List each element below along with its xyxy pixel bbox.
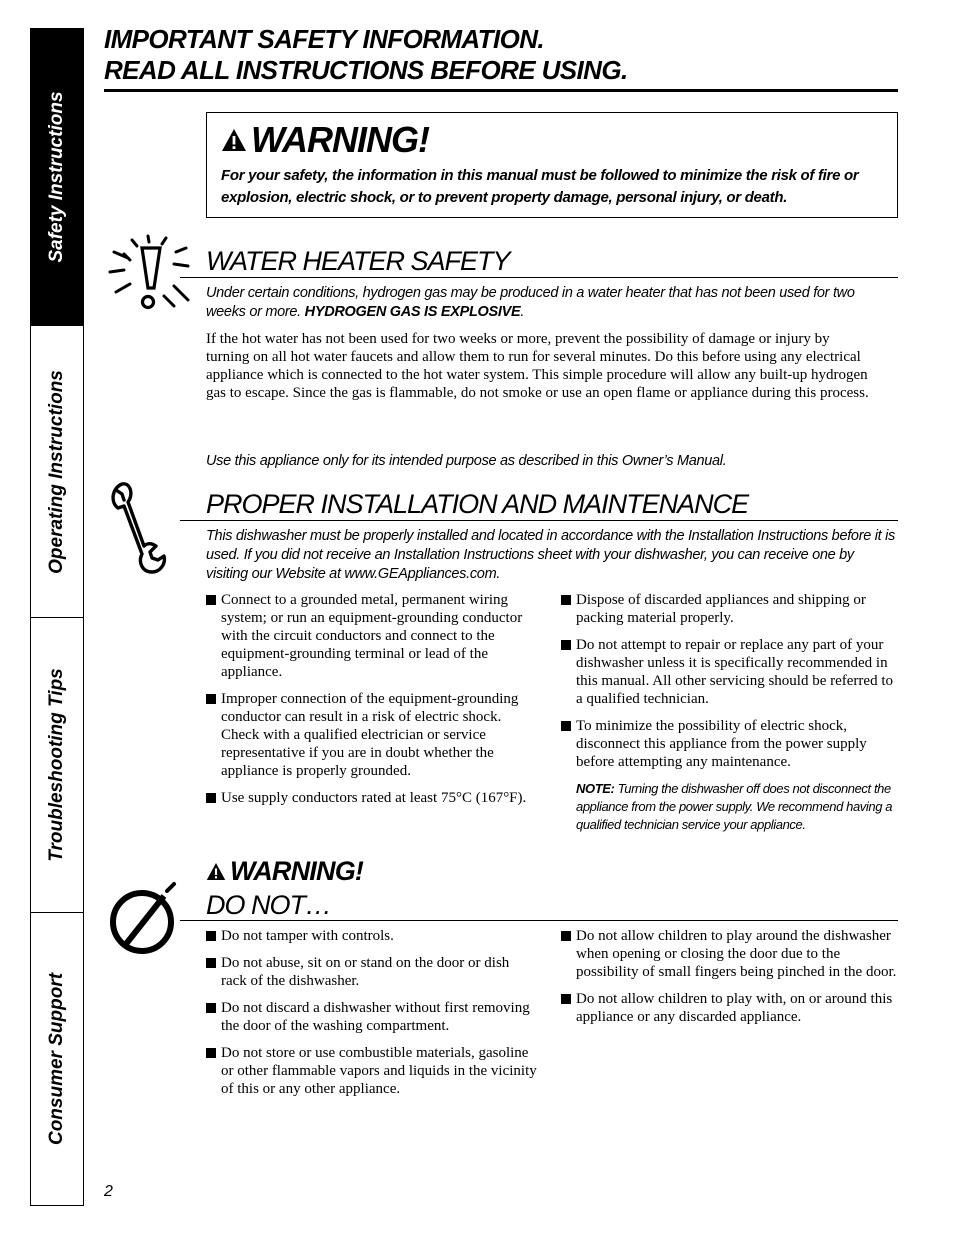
installation-right-column [561, 591, 897, 834]
tab-safety-instructions[interactable] [31, 29, 83, 326]
do-not-warning [206, 855, 363, 887]
tab-label: Troubleshooting Tips [46, 668, 67, 862]
list-item: Use supply conductors rated at least 75°C (167°F). [206, 789, 536, 807]
warning-triangle-icon [221, 128, 247, 152]
list-item: Dispose of discarded appliances and shipping or packing material properly. [561, 591, 897, 627]
header-line-2: READ ALL INSTRUCTIONS BEFORE USING. [104, 55, 628, 85]
list-item: Do not abuse, sit on or stand on the door or dish rack of the dishwasher. [206, 954, 538, 990]
list-item: Do not tamper with controls. [206, 927, 538, 945]
installation-title: PROPER INSTALLATION AND MAINTENANCE [206, 489, 749, 519]
list-item: Do not allow children to play around the dishwasher when opening or closing the door due to the possibility of small fingers being pinched in the door. [561, 927, 897, 981]
section-rule [180, 277, 898, 278]
warning-triangle-icon [206, 862, 226, 881]
list-item: Improper connection of the equipment-grounding conductor can result in a risk of electric shock. Check with a qualified electrician or service representative if you are in doubt whether the appliance is properly grounded. [206, 690, 536, 780]
warning-title-text: WARNING! [251, 119, 429, 160]
tab-troubleshooting-tips[interactable] [31, 618, 83, 913]
wrench-icon [108, 476, 182, 576]
warning-title [221, 119, 883, 161]
installation-intro: This dishwasher must be properly installed and located in accordance with the Installation Instructions before it is used. If you did not receive an Installation Instructions sheet with your dishwasher, you can receive one by visiting our Website at www.GEAppliances.com. [206, 528, 895, 582]
tab-label: Consumer Support [46, 972, 67, 1146]
installation-left-column [206, 591, 536, 816]
tab-label: Safety Instructions [46, 91, 67, 263]
note-label: NOTE: [576, 781, 615, 796]
prohibition-icon [104, 880, 184, 960]
warning-box [206, 112, 898, 218]
do-not-title: DO NOT… [206, 890, 331, 920]
intended-purpose-text: Use this appliance only for its intended purpose as described in this Owner’s Manual. [206, 453, 727, 469]
page-number: 2 [104, 1183, 113, 1200]
installation-note [561, 780, 897, 834]
tab-label: Operating Instructions [46, 369, 67, 574]
list-item: To minimize the possibility of electric shock, disconnect this appliance from the power supply before attempting any maintenance. [561, 717, 897, 771]
list-item: Connect to a grounded metal, permanent wiring system; or run an equipment-grounding conductor with the circuit conductors and connect to the equipment-grounding terminal or lead of the appliance. [206, 591, 536, 681]
list-item: Do not store or use combustible materials, gasoline or other flammable vapors and liquids in the vicinity of this or any other appliance. [206, 1044, 538, 1098]
side-tab-rail [30, 28, 84, 1206]
section-rule [180, 920, 898, 921]
water-heater-intro: Under certain conditions, hydrogen gas may be produced in a water heater that has not been used for two weeks or more. HYDROGEN GAS IS EXPLOSIVE. [206, 285, 855, 320]
warning-text: For your safety, the information in this manual must be followed to minimize the risk of fire or explosion, electric shock, or to prevent property damage, personal injury, or death. [221, 167, 859, 206]
water-heater-body: If the hot water has not been used for two weeks or more, prevent the possibility of damage or injury by turning on all hot water faucets and allow them to run for several minutes. Do this before using any electrical appliance which is connected to the hot water system. This simple procedure will allow any built-up hydrogen gas to escape. Since the gas is flammable, do not smoke or use an open flame or appliance during this process. [206, 331, 869, 401]
section-rule [180, 520, 898, 521]
tab-consumer-support[interactable] [31, 913, 83, 1205]
do-not-left-column [206, 927, 538, 1107]
note-text: Turning the dishwasher off does not disconnect the appliance from the power supply. We recommend having a qualified technician service your appliance. [576, 781, 893, 832]
water-heater-title: WATER HEATER SAFETY [206, 246, 510, 276]
list-item: Do not allow children to play with, on or around this appliance or any discarded appliance. [561, 990, 897, 1026]
list-item: Do not attempt to repair or replace any part of your dishwasher unless it is specifically recommended in this manual. All other servicing should be referred to a qualified technician. [561, 636, 897, 708]
do-not-warning-text: WARNING! [230, 856, 364, 886]
header-line-1: IMPORTANT SAFETY INFORMATION. [104, 24, 544, 54]
do-not-right-column [561, 927, 897, 1035]
tab-operating-instructions[interactable] [31, 326, 83, 618]
page-header [104, 24, 898, 92]
list-item: Do not discard a dishwasher without first removing the door of the washing compartment. [206, 999, 538, 1035]
exclamation-alert-icon [104, 234, 194, 316]
